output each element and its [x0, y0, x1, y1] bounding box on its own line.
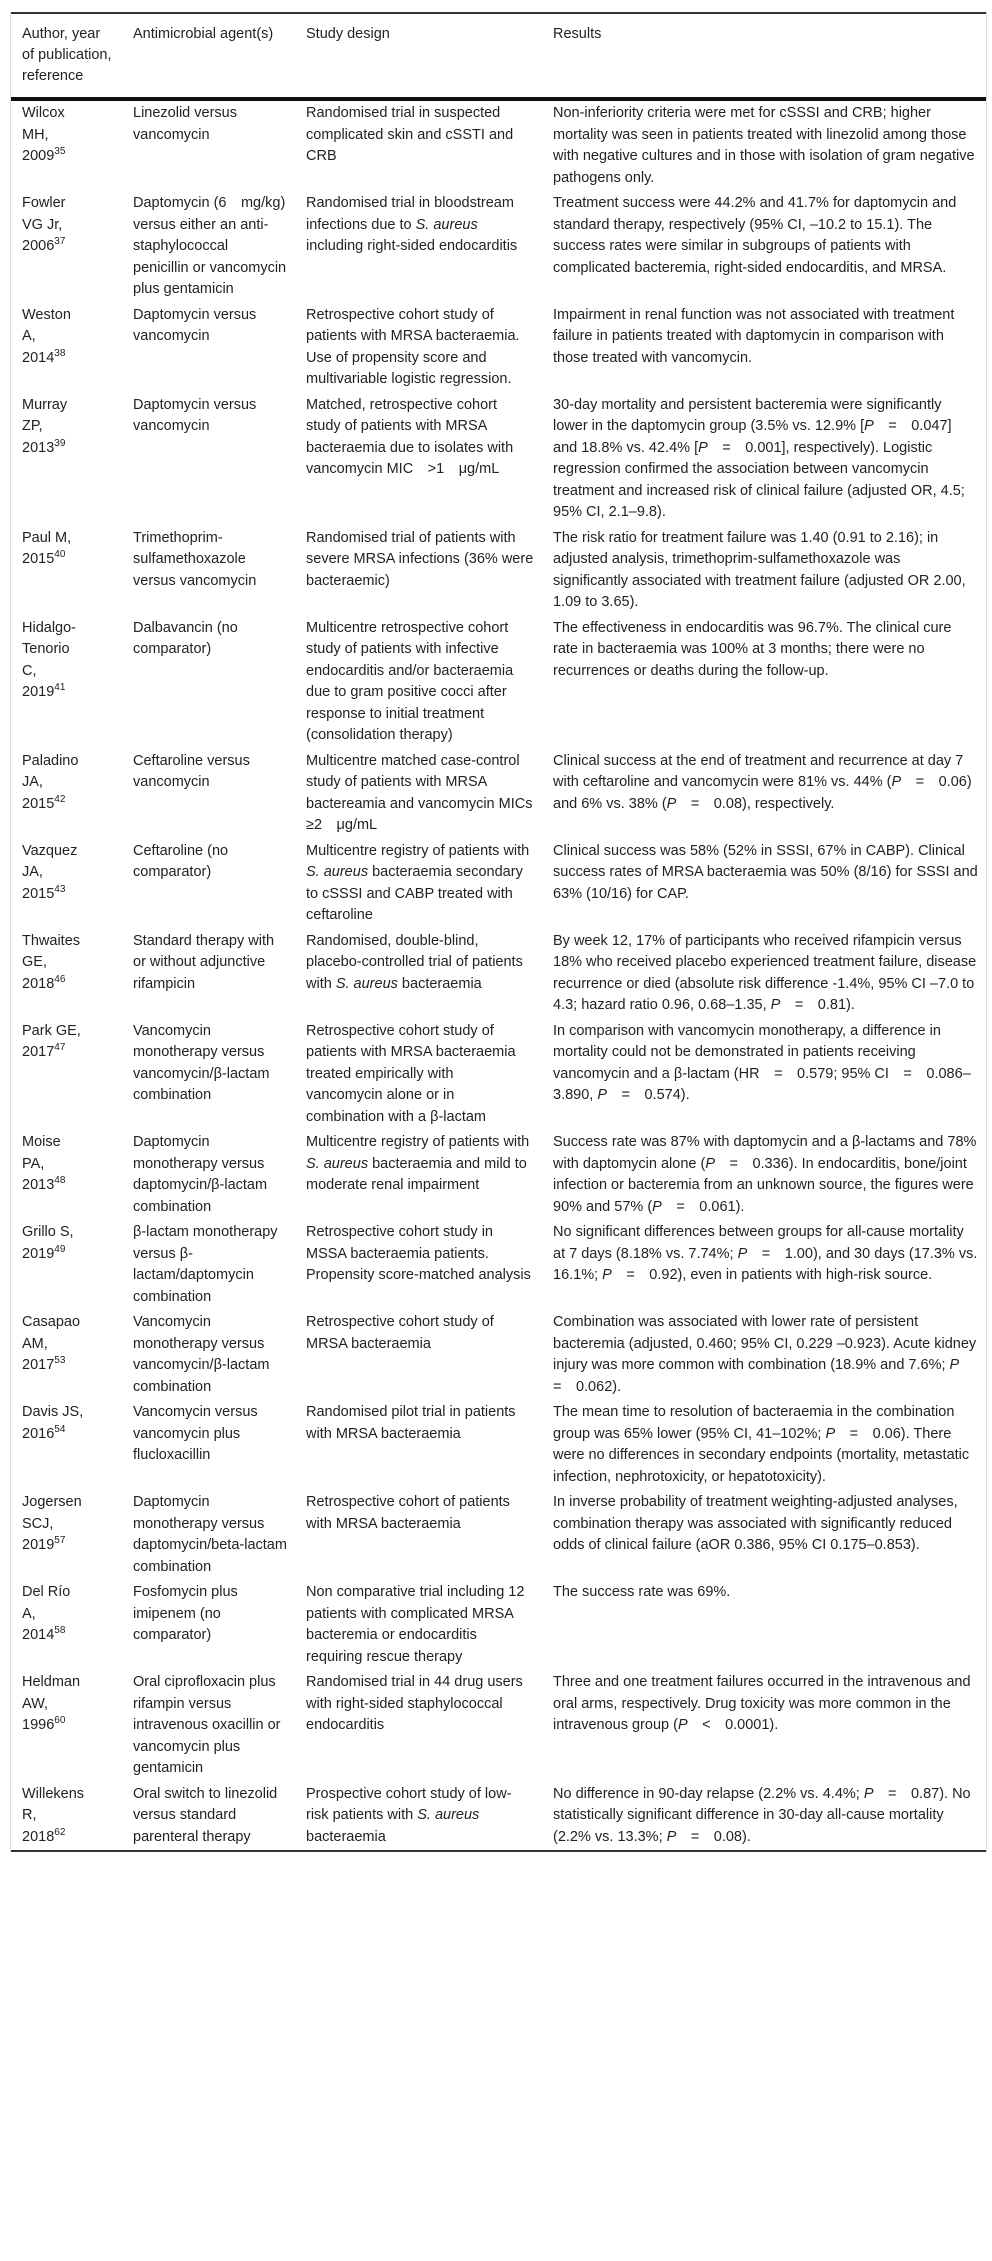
- author-line: PA,: [22, 1155, 45, 1172]
- cell-design: Randomised pilot trial in patients with MRSA bacteraemia: [306, 1404, 516, 1442]
- cell-author: [11, 1670, 122, 1782]
- author-line: 2017$^{47}$: [22, 1042, 66, 1060]
- reference-number: 42: [54, 793, 66, 805]
- author-line: SCJ,: [22, 1515, 54, 1532]
- author-line: Grillo S,: [22, 1224, 74, 1240]
- reference-number: 48: [54, 1175, 66, 1186]
- header-design: Study design: [306, 26, 390, 42]
- cell-agent: Daptomycin monotherapy versus daptomycin/beta-lactam combination: [133, 1494, 287, 1575]
- author-line: 2015$^{43}$: [22, 883, 66, 902]
- author-line: Thwaites: [22, 932, 81, 949]
- cell-results: No difference in 90-day relapse (2.2% vs. 4.4%; P = 0.87). No statistically significant difference in 30-day all-cause mortality (2.2% vs. 13.3%; P = 0.08).: [553, 1785, 971, 1845]
- cell-author: [11, 929, 122, 1019]
- cell-agent: Ceftaroline versus vancomycin: [133, 752, 250, 790]
- cell-agent: Fosfomycin plus imipenem (no comparator): [133, 1584, 238, 1643]
- italic-term: S. aureus: [306, 1155, 369, 1172]
- cell-author: [11, 1580, 122, 1670]
- reference-number: 47: [54, 1042, 66, 1053]
- italic-term: P: [677, 1717, 688, 1733]
- table-row: [11, 303, 986, 393]
- reference-number: 35: [54, 146, 66, 157]
- cell-results: Combination was associated with lower rate of persistent bacteremia (adjusted, 0.460; 95% CI, 0.229 –0.923). Acute kidney injury was more common with combination (18.9% and 7.6%; P = 0.062).: [553, 1314, 977, 1395]
- author-line: 2014$^{58}$: [22, 1625, 66, 1643]
- italic-term: P: [652, 1198, 662, 1215]
- author-line: MH,: [22, 126, 49, 143]
- author-line: 2015$^{42}$: [22, 793, 66, 812]
- cell-results: Non-inferiority criteria were met for cSSSI and CRB; higher mortality was seen in patients treated with linezolid among those with negative cultures and in those with isolation of gram negative pathogens only.: [553, 105, 975, 186]
- author-line: 2015$^{40}$: [22, 549, 66, 567]
- cell-agent: Vancomycin monotherapy versus vancomycin/β-lactam combination: [133, 1314, 270, 1395]
- cell-agent: Daptomycin versus vancomycin: [133, 396, 257, 434]
- cell-results: The risk ratio for treatment failure was 1.40 (0.91 to 2.16); in adjusted analysis, trimethoprim-sulfamethoxazole was significantly associated with treatment failure (adjusted OR 2.00, 1.09 to 3.65).: [553, 529, 966, 610]
- italic-term: P: [949, 1357, 960, 1373]
- author-line: R,: [22, 1807, 37, 1823]
- author-line: AW,: [22, 1695, 49, 1712]
- author-line: 2019$^{57}$: [22, 1535, 66, 1553]
- cell-agent: Vancomycin versus vancomycin plus flucloxacillin: [133, 1404, 258, 1463]
- cell-design: Randomised trial of patients with severe MRSA infections (36% were bacteraemic): [306, 529, 534, 589]
- header-agent: Antimicrobial agent(s): [133, 26, 274, 42]
- italic-term: P: [770, 997, 781, 1013]
- italic-term: P: [666, 795, 677, 812]
- cell-author: [11, 1019, 122, 1131]
- table-row: [11, 749, 986, 839]
- author-line: Murray: [22, 396, 68, 413]
- table-body: [11, 99, 986, 1851]
- cell-author: [11, 749, 122, 839]
- cell-design: Retrospective cohort study of patients with MRSA bacteraemia. Use of propensity score and multivariable logistic regression.: [306, 306, 520, 387]
- cell-author: [11, 1490, 122, 1580]
- cell-results: In inverse probability of treatment weighting-adjusted analyses, combination therapy was associated with significantly reduced odds of clinical failure (aOR 0.386, 95% CI 0.175–0.853).: [553, 1494, 958, 1553]
- cell-design: Retrospective cohort study of patients with MRSA bacteraemia treated empirically with vancomycin alone or in combination with a β-lactam: [306, 1022, 516, 1125]
- cell-author: [11, 1310, 122, 1400]
- cell-design: Multicentre registry of patients with S. aureus bacteraemia secondary to cSSSI and CABP treated with ceftaroline: [306, 842, 530, 923]
- italic-term: P: [863, 1785, 874, 1802]
- table-row: [11, 1580, 986, 1670]
- author-line: Wilcox: [22, 105, 65, 121]
- cell-design: Multicentre matched case-control study of patients with MRSA bactereamia and vancomycin MICs ≥2 μg/mL: [306, 752, 533, 833]
- author-line: Willekens: [22, 1785, 85, 1802]
- studies-table: [11, 12, 986, 1852]
- author-line: 2016$^{54}$: [22, 1423, 66, 1442]
- author-line: C,: [22, 662, 37, 679]
- author-line: 2013$^{39}$: [22, 437, 66, 456]
- cell-results: By week 12, 17% of participants who received rifampicin versus 18% who received placebo experienced treatment failure, disease recurrence or died (absolute risk difference -1.4%, 95% CI –7.0 to 4.3; hazard ratio 0.96, 0.68–1.35, P = 0.81).: [553, 932, 977, 1013]
- cell-design: Retrospective cohort study of MRSA bacteraemia: [306, 1314, 494, 1352]
- table-row: [11, 616, 986, 749]
- author-line: 2009$^{35}$: [22, 146, 66, 164]
- cell-design: Randomised trial in suspected complicated skin and cSSTI and CRB: [306, 105, 514, 164]
- italic-term: P: [891, 774, 902, 790]
- table-row: [11, 1782, 986, 1852]
- table-row: [11, 99, 986, 191]
- table-row: [11, 1400, 986, 1490]
- cell-author: [11, 1130, 122, 1220]
- author-line: A,: [22, 328, 36, 344]
- author-line: VG Jr,: [22, 216, 63, 233]
- cell-agent: Vancomycin monotherapy versus vancomycin/β-lactam combination: [133, 1022, 270, 1103]
- author-line: Moise: [22, 1134, 61, 1150]
- table-row: [11, 526, 986, 616]
- cell-author: [11, 1400, 122, 1490]
- cell-design: Randomised trial in 44 drug users with right-sided staphylococcal endocarditis: [306, 1674, 523, 1733]
- cell-agent: Oral switch to linezolid versus standard parenteral therapy: [133, 1785, 278, 1845]
- cell-results: 30-day mortality and persistent bacteremia were significantly lower in the daptomycin group (3.5% vs. 12.9% [P = 0.047] and 18.8% vs. 42.4% [P = 0.001], respectively). Logistic regression confirmed the association between vancomycin treatment and increased risk of clinical failure (adjusted OR, 4.5; 95% CI, 2.1–9.8).: [553, 396, 965, 520]
- cell-agent: Daptomycin versus vancomycin: [133, 306, 257, 344]
- author-line: Vazquez: [22, 842, 78, 859]
- cell-design: Multicentre retrospective cohort study of patients with infective endocarditis and/or bacteraemia due to gram positive cocci after response to initial treatment (consolidation therapy): [306, 619, 514, 743]
- table-row: [11, 1130, 986, 1220]
- author-line: JA,: [22, 864, 43, 880]
- table-row: [11, 393, 986, 526]
- cell-results: Clinical success was 58% (52% in SSSI, 67% in CABP). Clinical success rates of MRSA bacteraemia was 50% (8/16) for SSSI and 63% (10/16) for CAP.: [553, 842, 978, 902]
- cell-design: Randomised, double-blind, placebo-controlled trial of patients with S. aureus bacteraemia: [306, 932, 523, 992]
- table-row: [11, 1310, 986, 1400]
- cell-agent: Daptomycin (6 mg/kg) versus either an anti-staphylococcal penicillin or vancomycin plus gentamicin: [133, 195, 287, 297]
- author-line: 2019$^{41}$: [22, 682, 66, 700]
- author-line: Park GE,: [22, 1022, 81, 1039]
- cell-results: Clinical success at the end of treatment and recurrence at day 7 with ceftaroline and vancomycin were 81% vs. 44% (P = 0.06) and 6% vs. 38% (P = 0.08), respectively.: [553, 752, 972, 812]
- reference-number: 38: [54, 347, 66, 359]
- cell-design: Multicentre registry of patients with S. aureus bacteraemia and mild to moderate renal impairment: [306, 1134, 530, 1193]
- table-row: [11, 1490, 986, 1580]
- cell-results: No significant differences between groups for all-cause mortality at 7 days (8.18% vs. 7.74%; P = 1.00), and 30 days (17.3% vs. 16.1%; P = 0.92), even in patients with high-risk source.: [553, 1224, 978, 1283]
- author-line: 2014$^{38}$: [22, 347, 66, 366]
- cell-agent: Trimethoprim-sulfamethoxazole versus vancomycin: [133, 529, 257, 589]
- author-line: 2018$^{46}$: [22, 973, 66, 992]
- header-results: Results: [553, 26, 602, 42]
- italic-term: P: [666, 1828, 677, 1845]
- cell-design: Prospective cohort study of low-risk patients with S. aureus bacteraemia: [306, 1785, 512, 1845]
- cell-results: Treatment success were 44.2% and 41.7% for daptomycin and standard therapy, respectively (95% CI, –10.2 to 15.1). The success rates were similar in subgroups of patients with complicated bacteremia, right-sided endocarditis, and MRSA.: [553, 195, 957, 276]
- cell-design: Matched, retrospective cohort study of patients with MRSA bacteraemia due to isolates with vancomycin MIC >1 μg/mL: [306, 396, 514, 477]
- italic-term: S. aureus: [335, 975, 398, 992]
- reference-number: 57: [54, 1535, 66, 1546]
- studies-table-container: [10, 12, 987, 1852]
- author-line: Davis JS,: [22, 1404, 84, 1420]
- reference-number: 62: [54, 1826, 66, 1838]
- author-line: A,: [22, 1605, 36, 1622]
- cell-agent: Linezolid versus vancomycin: [133, 105, 237, 143]
- author-line: GE,: [22, 954, 47, 970]
- cell-author: [11, 839, 122, 929]
- italic-term: S. aureus: [415, 216, 478, 233]
- author-line: 1996$^{60}$: [22, 1715, 66, 1733]
- reference-number: 49: [54, 1243, 66, 1255]
- table-row: [11, 929, 986, 1019]
- cell-results: Three and one treatment failures occurred in the intravenous and oral arms, respectively. Drug toxicity was more common in the intravenous group (P < 0.0001).: [553, 1674, 971, 1733]
- cell-author: [11, 526, 122, 616]
- cell-author: [11, 1220, 122, 1310]
- cell-design: Randomised trial in bloodstream infections due to S. aureus including right-sided endocarditis: [306, 195, 518, 254]
- table-header-row: [11, 13, 986, 99]
- italic-term: S. aureus: [306, 864, 369, 880]
- italic-term: P: [602, 1267, 612, 1283]
- reference-number: 37: [54, 236, 66, 247]
- author-line: Fowler: [22, 195, 66, 211]
- cell-author: [11, 99, 122, 191]
- reference-number: 53: [54, 1355, 66, 1366]
- author-line: Weston: [22, 306, 71, 323]
- reference-number: 39: [54, 437, 66, 449]
- author-line: Paul M,: [22, 529, 72, 546]
- cell-author: [11, 1782, 122, 1852]
- cell-design: Retrospective cohort of patients with MRSA bacteraemia: [306, 1494, 510, 1532]
- italic-term: P: [705, 1155, 715, 1172]
- table-row: [11, 191, 986, 303]
- author-line: 2017$^{53}$: [22, 1355, 66, 1373]
- cell-agent: Standard therapy with or without adjunctive rifampicin: [133, 932, 275, 992]
- table-row: [11, 1670, 986, 1782]
- cell-author: [11, 303, 122, 393]
- author-line: Jogersen: [22, 1494, 82, 1510]
- author-line: Paladino: [22, 752, 79, 769]
- header-author: Author, year of publication, reference: [22, 26, 112, 84]
- cell-results: The effectiveness in endocarditis was 96.7%. The clinical cure rate in bacteraemia was 100% at 3 months; there were no recurrences or deaths during the follow-up.: [553, 619, 952, 679]
- cell-agent: β-lactam monotherapy versus β-lactam/daptomycin combination: [133, 1224, 278, 1305]
- cell-author: [11, 191, 122, 303]
- author-line: 2006$^{37}$: [22, 236, 66, 254]
- table-row: [11, 1019, 986, 1131]
- cell-design: Non comparative trial including 12 patients with complicated MRSA bacteremia or endocarditis requiring rescue therapy: [306, 1584, 525, 1665]
- reference-number: 58: [54, 1625, 66, 1636]
- cell-author: [11, 616, 122, 749]
- cell-results: Success rate was 87% with daptomycin and a β-lactams and 78% with daptomycin alone (P = 0.336). In endocarditis, bone/joint infection or bacteremia from an unknown source, the figures were 90% and 57% (P = 0.061).: [553, 1134, 977, 1215]
- author-line: Casapao: [22, 1314, 81, 1330]
- cell-design: Retrospective cohort study in MSSA bacteraemia patients. Propensity score-matched analysis: [306, 1224, 531, 1283]
- author-line: Del Río: [22, 1584, 71, 1600]
- italic-term: P: [597, 1087, 608, 1103]
- reference-number: 46: [54, 973, 66, 985]
- author-line: ZP,: [22, 418, 43, 434]
- italic-term: P: [737, 1245, 748, 1262]
- cell-results: The success rate was 69%.: [553, 1584, 731, 1600]
- author-line: Heldman: [22, 1674, 81, 1690]
- reference-number: 43: [54, 883, 66, 895]
- italic-term: P: [825, 1425, 836, 1442]
- cell-results: The mean time to resolution of bacteraemia in the combination group was 65% lower (95% CI, 41–102%; P = 0.06). There were no differences in secondary endpoints (mortality, metastatic infection, nephrotoxicity, or hepatotoxicity).: [553, 1404, 970, 1485]
- cell-agent: Ceftaroline (no comparator): [133, 842, 229, 880]
- table-row: [11, 1220, 986, 1310]
- cell-author: [11, 393, 122, 526]
- reference-number: 41: [54, 682, 66, 693]
- cell-agent: Oral ciprofloxacin plus rifampin versus intravenous oxacillin or vancomycin plus gentamicin: [133, 1674, 281, 1776]
- author-line: Tenorio: [22, 641, 70, 657]
- cell-agent: Dalbavancin (no comparator): [133, 619, 238, 657]
- italic-term: P: [698, 439, 708, 456]
- author-line: Hidalgo-: [22, 619, 76, 636]
- author-line: 2019$^{49}$: [22, 1243, 66, 1262]
- author-line: AM,: [22, 1335, 48, 1352]
- italic-term: S. aureus: [417, 1807, 480, 1823]
- cell-results: In comparison with vancomycin monotherapy, a difference in mortality could not be demonstrated in patients receiving vancomycin and a β-lactam (HR = 0.579; 95% CI = 0.086–3.890, P = 0.574).: [553, 1022, 971, 1103]
- cell-results: Impairment in renal function was not associated with treatment failure in patients treated with daptomycin in comparison with those treated with vancomycin.: [553, 306, 955, 366]
- reference-number: 40: [54, 549, 66, 560]
- author-line: JA,: [22, 774, 43, 790]
- author-line: 2018$^{62}$: [22, 1826, 66, 1845]
- cell-agent: Daptomycin monotherapy versus daptomycin/β-lactam combination: [133, 1134, 268, 1215]
- reference-number: 54: [54, 1423, 66, 1435]
- table-row: [11, 839, 986, 929]
- reference-number: 60: [54, 1715, 66, 1726]
- italic-term: P: [864, 418, 874, 434]
- author-line: 2013$^{48}$: [22, 1175, 66, 1193]
